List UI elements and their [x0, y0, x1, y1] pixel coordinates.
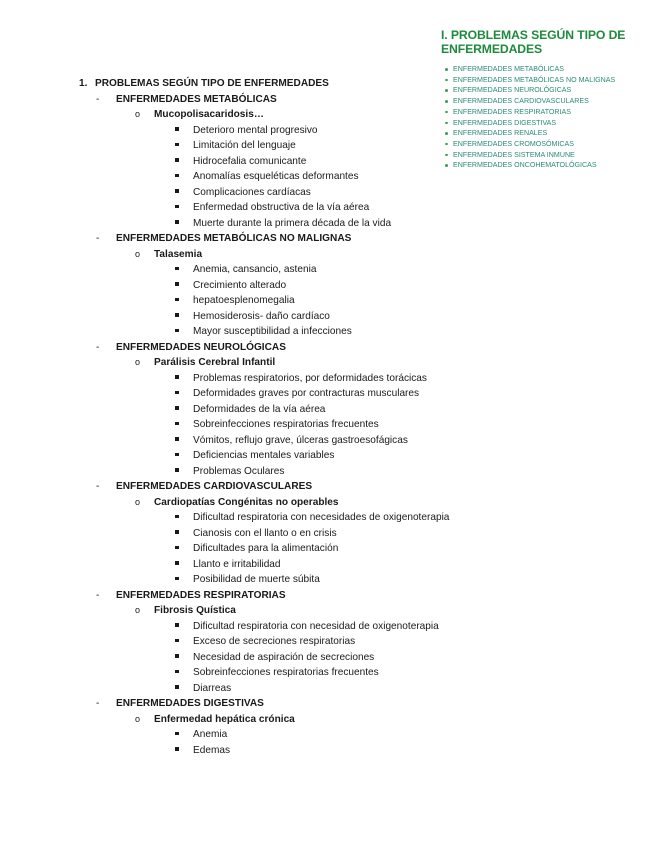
problem-text: Posibilidad de muerte súbita: [193, 574, 320, 585]
square-bullet: [175, 665, 179, 681]
problem-text: Hidrocefalia comunicante: [193, 155, 307, 167]
square-bullet: [175, 278, 179, 294]
problem-text: Edemas: [193, 744, 231, 756]
disease-name: Parálisis Cerebral Infantil: [154, 357, 276, 368]
problem-row: [0, 309, 655, 325]
problem-row: [0, 138, 655, 154]
square-bullet: [175, 123, 179, 139]
problem-text: Anemia, cansancio, astenia: [193, 264, 317, 275]
category-name: ENFERMEDADES NEUROLÓGICAS: [116, 341, 286, 353]
problem-text: Cianosis con el llanto o en crisis: [193, 527, 337, 539]
category-row: [0, 231, 655, 247]
problem-row: [0, 526, 655, 542]
square-bullet: [175, 200, 179, 216]
category-row: [0, 92, 655, 108]
disease-name: Enfermedad hepática crónica: [154, 713, 295, 725]
category-row: [0, 696, 655, 712]
problem-text: Limitación del lenguaje: [193, 140, 296, 151]
side-panel-item: ENFERMEDADES CARDIOVASCULARES: [441, 96, 651, 107]
problem-text: Dificultad respiratoria con necesidades de oxigenoterapia: [193, 512, 450, 523]
dash-bullet: -: [96, 93, 100, 105]
problem-text: Deformidades de la vía aérea: [193, 403, 326, 415]
square-bullet: [175, 619, 179, 635]
problem-text: Crecimiento alterado: [193, 279, 287, 291]
square-bullet: [175, 510, 179, 526]
square-bullet: [175, 572, 179, 588]
problem-row: [0, 371, 655, 387]
problem-row: [0, 619, 655, 635]
side-panel-item: ENFERMEDADES SISTEMA INMUNE: [441, 150, 651, 161]
square-bullet: [175, 634, 179, 650]
circle-bullet: o: [135, 605, 141, 615]
circle-bullet: o: [135, 109, 141, 119]
problem-text: Deterioro mental progresivo: [193, 124, 318, 136]
side-panel-item: ENFERMEDADES METABÓLICAS NO MALIGNAS: [441, 75, 651, 86]
problem-text: Dificultades para la alimentación: [193, 543, 339, 554]
square-bullet: [175, 464, 179, 480]
square-bullet: [175, 386, 179, 402]
side-panel-item: ENFERMEDADES METABÓLICAS: [441, 64, 651, 75]
square-bullet: [175, 727, 179, 743]
outline-number: 1.: [79, 78, 88, 89]
problem-row: [0, 650, 655, 666]
problem-row: [0, 417, 655, 433]
dash-bullet: -: [96, 481, 100, 492]
category-row: [0, 588, 655, 604]
problem-row: [0, 665, 655, 681]
square-bullet: [175, 262, 179, 278]
category-row: [0, 479, 655, 495]
problem-row: [0, 262, 655, 278]
category-name: ENFERMEDADES RESPIRATORIAS: [116, 589, 286, 601]
square-bullet: [175, 541, 179, 557]
problem-row: [0, 278, 655, 294]
square-bullet: [175, 169, 179, 185]
problem-text: Problemas respiratorios, por deformidades torácicas: [193, 372, 427, 384]
dash-bullet: -: [96, 233, 100, 244]
problem-text: Sobreinfecciones respiratorias frecuentes: [193, 667, 379, 678]
dash-bullet: -: [96, 589, 100, 601]
circle-bullet: o: [135, 357, 141, 367]
disease-row: [0, 495, 655, 511]
problem-row: [0, 169, 655, 185]
problem-text: hepatoesplenomegalia: [193, 295, 295, 306]
problem-row: [0, 433, 655, 449]
outline-title: PROBLEMAS SEGÚN TIPO DE ENFERMEDADES: [95, 78, 329, 89]
disease-name: Fibrosis Quística: [154, 605, 236, 616]
category-row: [0, 340, 655, 356]
square-bullet: [175, 154, 179, 170]
problem-text: Llanto e irritabilidad: [193, 558, 281, 570]
problem-text: Complicaciones cardíacas: [193, 186, 311, 198]
problem-row: [0, 557, 655, 573]
problem-text: Deformidades graves por contracturas musculares: [193, 388, 420, 399]
problem-row: [0, 681, 655, 697]
square-bullet: [175, 681, 179, 697]
problem-row: [0, 541, 655, 557]
disease-name: Talasemia: [154, 248, 203, 260]
problem-row: [0, 293, 655, 309]
square-bullet: [175, 185, 179, 201]
problem-row: [0, 448, 655, 464]
problem-row: [0, 464, 655, 480]
dash-bullet: -: [96, 341, 100, 353]
outline-body: [0, 92, 655, 759]
disease-row: [0, 603, 655, 619]
problem-text: Dificultad respiratoria con necesidad de oxigenoterapia: [193, 620, 439, 632]
problem-row: [0, 216, 655, 232]
problem-row: [0, 324, 655, 340]
disease-row: [0, 355, 655, 371]
disease-name: Mucopolisacaridosis…: [154, 109, 264, 120]
circle-bullet: o: [135, 496, 141, 507]
disease-row: [0, 712, 655, 728]
problem-text: Exceso de secreciones respiratorias: [193, 636, 356, 647]
problem-row: [0, 402, 655, 418]
square-bullet: [175, 526, 179, 542]
square-bullet: [175, 293, 179, 309]
problem-text: Necesidad de aspiración de secreciones: [193, 651, 375, 663]
problem-text: Anemia: [193, 729, 228, 740]
problem-row: [0, 123, 655, 139]
side-panel-item: ENFERMEDADES CROMOSÓMICAS: [441, 139, 651, 150]
problem-row: [0, 154, 655, 170]
square-bullet: [175, 402, 179, 418]
problem-row: [0, 743, 655, 759]
problem-text: Vómitos, reflujo grave, úlceras gastroesofágicas: [193, 434, 408, 446]
category-name: ENFERMEDADES DIGESTIVAS: [116, 698, 264, 709]
category-name: ENFERMEDADES METABÓLICAS: [116, 93, 277, 105]
problem-text: Anomalías esqueléticas deformantes: [193, 171, 359, 182]
side-panel-item: ENFERMEDADES NEUROLÓGICAS: [441, 85, 651, 96]
square-bullet: [175, 433, 179, 449]
side-panel-item: ENFERMEDADES RENALES: [441, 128, 651, 139]
square-bullet: [175, 216, 179, 232]
problem-row: [0, 185, 655, 201]
outline-heading-row: [0, 76, 655, 92]
problem-text: Hemosiderosis- daño cardíaco: [193, 310, 330, 322]
problem-text: Muerte durante la primera década de la vida: [193, 217, 392, 229]
problem-text: Sobreinfecciones respiratorias frecuentes: [193, 419, 379, 430]
side-panel-title: I. PROBLEMAS SEGÚN TIPO DE ENFERMEDADES: [441, 28, 626, 56]
problem-row: [0, 634, 655, 650]
square-bullet: [175, 557, 179, 573]
square-bullet: [175, 324, 179, 340]
problem-text: Deficiencias mentales variables: [193, 450, 335, 461]
disease-row: [0, 247, 655, 263]
problem-row: [0, 200, 655, 216]
square-bullet: [175, 743, 179, 759]
circle-bullet: o: [135, 713, 141, 724]
side-panel-item: ENFERMEDADES RESPIRATORIAS: [441, 107, 651, 118]
category-name: ENFERMEDADES METABÓLICAS NO MALIGNAS: [116, 233, 352, 244]
problem-text: Diarreas: [193, 682, 232, 694]
circle-bullet: o: [135, 248, 141, 259]
square-bullet: [175, 309, 179, 325]
square-bullet: [175, 417, 179, 433]
square-bullet: [175, 138, 179, 154]
problem-row: [0, 386, 655, 402]
disease-name: Cardiopatías Congénitas no operables: [154, 496, 339, 508]
disease-row: [0, 107, 655, 123]
problem-row: [0, 727, 655, 743]
problem-text: Problemas Oculares: [193, 465, 285, 477]
dash-bullet: -: [96, 698, 100, 709]
square-bullet: [175, 650, 179, 666]
side-panel-item: ENFERMEDADES ONCOHEMATOLÓGICAS: [441, 160, 651, 171]
side-panel-item: ENFERMEDADES DIGESTIVAS: [441, 118, 651, 129]
problem-text: Mayor susceptibilidad a infecciones: [193, 326, 352, 337]
category-name: ENFERMEDADES CARDIOVASCULARES: [116, 481, 313, 492]
square-bullet: [175, 448, 179, 464]
problem-row: [0, 510, 655, 526]
problem-row: [0, 572, 655, 588]
outline: [0, 76, 655, 758]
square-bullet: [175, 371, 179, 387]
problem-text: Enfermedad obstructiva de la vía aérea: [193, 202, 370, 213]
